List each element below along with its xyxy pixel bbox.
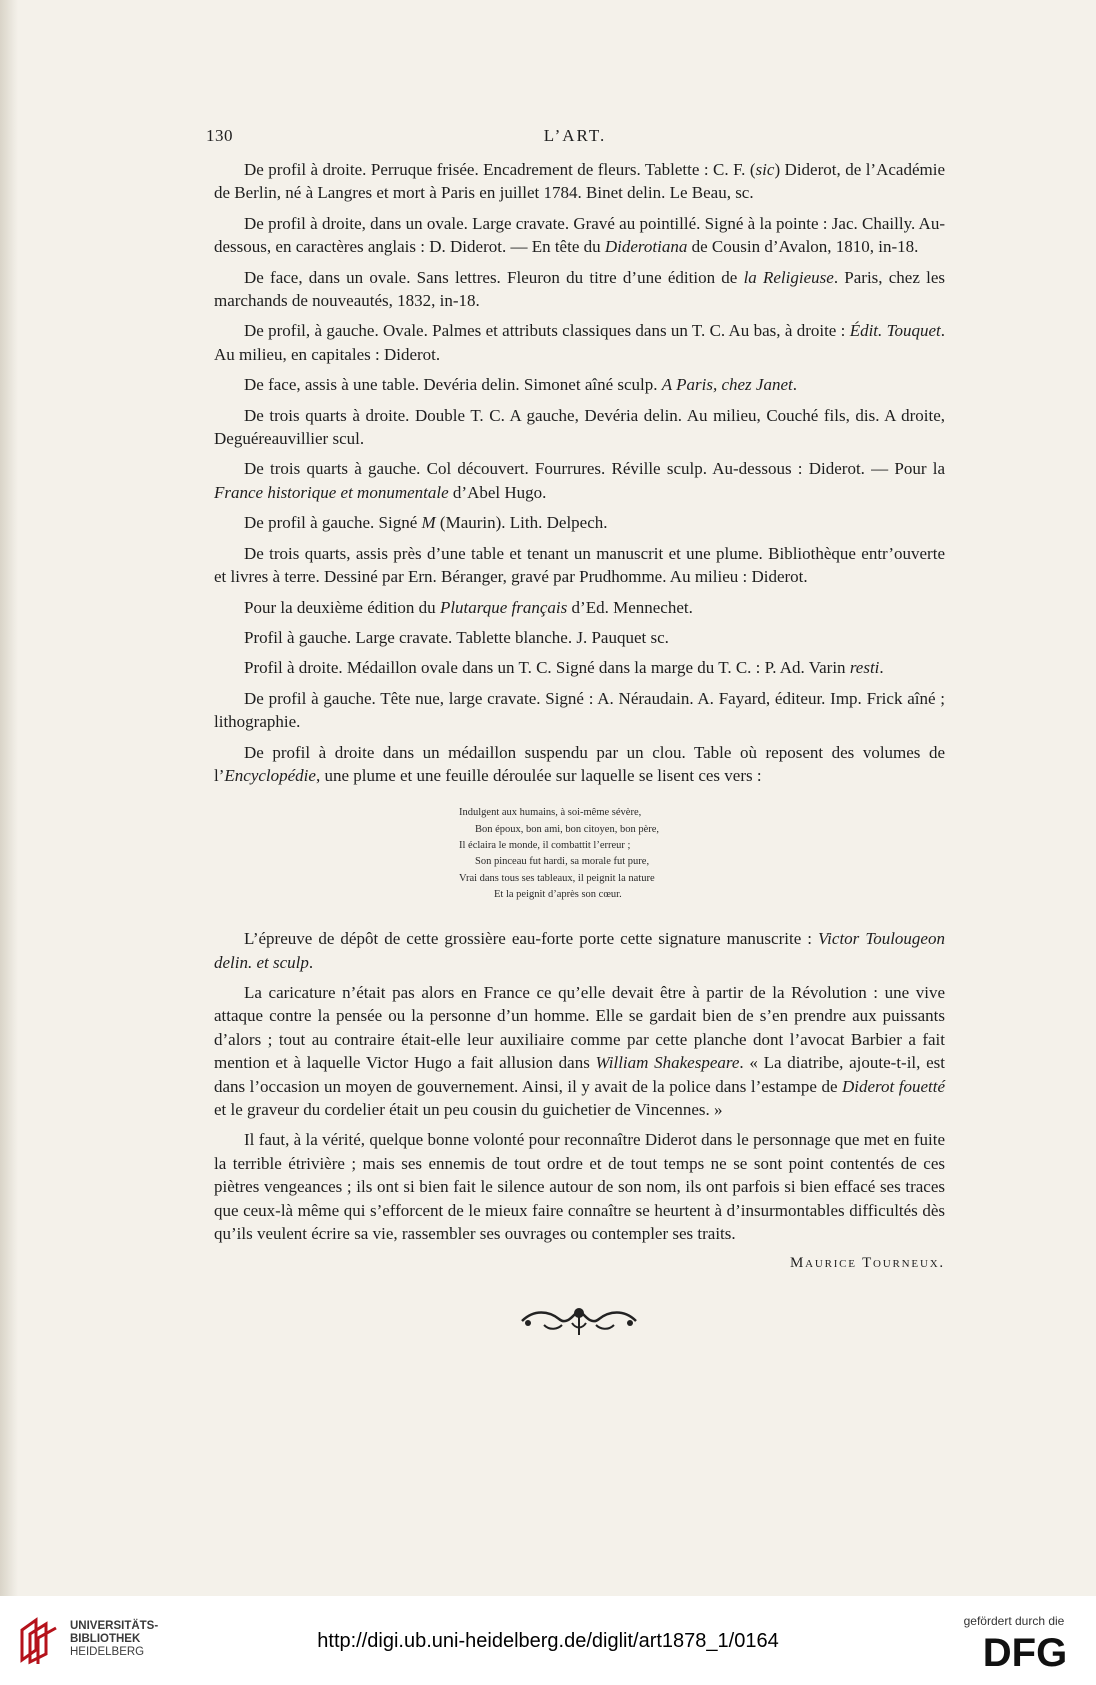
- paragraph: De profil, à gauche. Ovale. Palmes et attributs classiques dans un T. C. Au bas, à droite : Édit. Touquet. Au milieu, en capitales : Diderot.: [214, 321, 945, 364]
- paragraph: De profil à gauche. Signé M (Maurin). Lith. Delpech.: [244, 513, 608, 533]
- dfg-logo: [970, 1634, 1080, 1670]
- dfg-logo-text: DFG: [982, 1634, 1068, 1670]
- paragraph: Il faut, à la vérité, quelque bonne volonté pour reconnaître Diderot dans le personnage que met en fuite la terrible étrivière ; mais ses ennemis de tout ordre et de tout temps ne se sont point contentés de ces piètres vengeances ; ils ont si bien fait le silence autour de son nom, ils ont parfois si bien effacé ses traces que ceux-là même qui s’efforcent de le mieux faire connaître se heurtent à d’insurmontables difficultés dès qu’ils veulent écrire sa vie, rassembler ses ouvrages ou contempler ses traits.: [214, 1130, 945, 1243]
- library-name-line1: UNIVERSITÄTS-: [70, 1620, 159, 1632]
- poem-line: Vrai dans tous ses tableaux, il peignit la nature: [459, 872, 655, 884]
- footer-bar: [0, 1596, 1096, 1685]
- poem-line: Bon époux, bon ami, bon citoyen, bon père,: [475, 823, 660, 835]
- paragraph-list-before: [214, 158, 945, 787]
- paragraph: De profil à droite. Perruque frisée. Encadrement de fleurs. Tablette : C. F. (sic) Diderot, de l’Académie de Berlin, né à Langres et mort à Paris en juillet 1784. Binet delin. Le Beau, sc.: [214, 160, 945, 203]
- poem-line: Indulgent aux humains, à soi-même sévère,: [459, 807, 642, 819]
- tailpiece-ornament-icon: [514, 1299, 644, 1339]
- library-name-line3: HEIDELBERG: [70, 1646, 145, 1658]
- poem-line: Et la peignit d’après son cœur.: [494, 888, 622, 900]
- page-header: [206, 126, 944, 150]
- document-url-link[interactable]: http://digi.ub.uni-heidelberg.de/diglit/art1878_1/0164: [317, 1630, 779, 1652]
- paragraph: Profil à droite. Médaillon ovale dans un T. C. Signé dans la marge du T. C. : P. Ad. Varin resti.: [244, 658, 884, 678]
- paragraph: De profil à droite, dans un ovale. Large cravate. Gravé au pointillé. Signé à la pointe : Jac. Chailly. Au-dessous, en caractères anglais : D. Diderot. — En tête du Diderotiana de Cousin d’Avalon, 1810, in-18.: [214, 213, 945, 257]
- paragraph: De trois quarts à gauche. Col découvert. Fourrures. Réville sculp. Au-dessous : Diderot. — Pour la France historique et monumentale d’Abel Hugo.: [214, 459, 945, 502]
- paragraph: La caricature n’était pas alors en France ce qu’elle devait être à partir de la Révolution : une vive attaque contre la pensée ou la personne d’un homme. Elle se gardait bien de s’en prendre aux puissants d’alors ; tout au contraire était-elle leur auxiliaire comme par cette planche dont l’avocat Barbier a fait mention et à laquelle Victor Hugo a fait allusion dans William Shakespeare. « La diatribe, ajoute-t-il, est dans l’occasion un moyen de gouvernement. Ainsi, il y avait de la police dans l’estampe de Diderot fouetté et le graveur du cordelier était un peu cousin du guichetier de Vincennes. »: [214, 982, 946, 1119]
- paragraph-list-after: [214, 927, 945, 1245]
- running-head: L’ART.: [543, 126, 607, 145]
- funder-label: gefördert durch die: [963, 1614, 1065, 1628]
- paragraph: De face, dans un ovale. Sans lettres. Fleuron du titre d’une édition de la Religieuse. Paris, chez les marchands de nouveautés, 1832, in-18.: [214, 267, 945, 311]
- author-signature: Maurice Tourneux.: [789, 1255, 945, 1272]
- page-gutter-shadow: [0, 0, 18, 1596]
- page-number: 130: [206, 126, 233, 145]
- paragraph: Profil à gauche. Large cravate. Tablette blanche. J. Pauquet sc.: [244, 627, 669, 647]
- paragraph: De face, assis à une table. Devéria delin. Simonet aîné sculp. A Paris, chez Janet.: [244, 375, 797, 395]
- poem: [214, 805, 945, 903]
- paragraph: De trois quarts, assis près d’une table et tenant un manuscrit et une plume. Bibliothèque entr’ouverte et livres à terre. Dessiné par Ern. Béranger, gravé par Prudhomme. Au milieu : Diderot.: [214, 543, 945, 587]
- article-body: [214, 158, 945, 1276]
- paragraph: Pour la deuxième édition du Plutarque français d’Ed. Mennechet.: [244, 597, 693, 617]
- poem-line: Son pinceau fut hardi, sa morale fut pure,: [475, 856, 650, 868]
- library-name-line2: BIBLIOTHEK: [70, 1633, 141, 1645]
- paragraph: De profil à droite dans un médaillon suspendu par un clou. Table où reposent des volumes de l’Encyclopédie, une plume et une feuille déroulée sur laquelle se lisent ces vers :: [214, 742, 945, 785]
- paragraph: L’épreuve de dépôt de cette grossière eau-forte porte cette signature manuscrite : Victor Toulougeon delin. et sculp.: [214, 929, 945, 972]
- poem-line: Il éclaira le monde, il combattit l’erreur ;: [459, 839, 631, 851]
- paragraph: De trois quarts à droite. Double T. C. A gauche, Devéria delin. Au milieu, Couché fils, dis. A droite, Deguéreauvillier scul.: [214, 405, 945, 449]
- paragraph: De profil à gauche. Tête nue, large cravate. Signé : A. Néraudain. A. Fayard, éditeur. Imp. Frick aîné ; lithographie.: [214, 688, 945, 732]
